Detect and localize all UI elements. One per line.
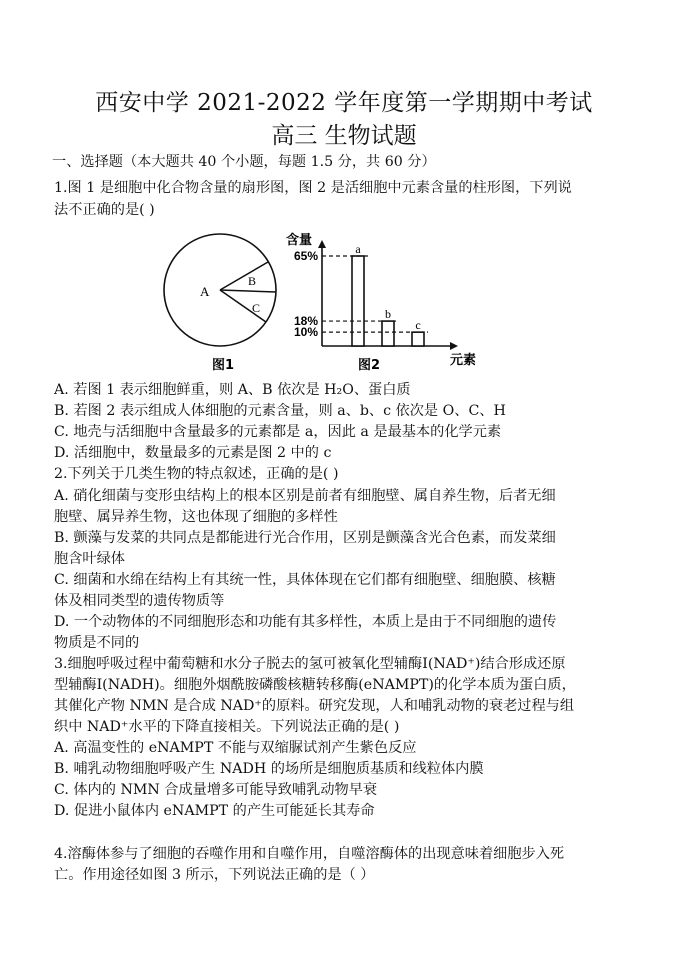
- chart-bar-c: [412, 332, 424, 346]
- q2-option-d-line1: D. 一个动物体的不同细胞形态和功能有其多样性，本质上是由于不同细胞的遗传: [54, 614, 557, 630]
- figure1-caption: 图1: [212, 358, 235, 373]
- chart-tick-label: 18%: [293, 314, 318, 329]
- chart-tick-label: 65%: [293, 249, 318, 263]
- exam-subtitle: 高三 生物试题: [271, 123, 417, 149]
- q2-option-b-line1: B. 颤藻与发菜的共同点是都能进行光合作用，区别是颤藻含光合色素，而发菜细: [54, 530, 556, 546]
- figure2-caption: 图2: [358, 358, 381, 373]
- pie-divider-2: [220, 290, 276, 292]
- q2-option-d-line2: 物质是不同的: [54, 635, 140, 651]
- chart-y-title: 含量: [286, 233, 313, 248]
- q2-option-c-line2: 体及相同类型的遗传物质等: [54, 593, 225, 609]
- chart-bars: [294, 242, 428, 346]
- q1-stem-line1: 1.图 1 是细胞中化合物含量的扇形图，图 2 是活细胞中元素含量的柱形图，下列说: [54, 180, 572, 196]
- q2-stem: 2.下列关于几类生物的特点叙述，正确的是( ): [54, 466, 339, 482]
- q1-figure-svg: [160, 232, 490, 378]
- q4-stem-line1: 4.溶酶体参与了细胞的吞噬作用和自噬作用，自噬溶酶体的出现意味着细胞步入死: [54, 846, 565, 862]
- q4-stem-line2: 亡。作用途径如图 3 所示，下列说法正确的是（ ）: [54, 867, 375, 883]
- chart-x-arrow: [450, 342, 458, 350]
- chart-y-arrow: [318, 240, 326, 248]
- chart-tick-label: 10%: [293, 325, 318, 340]
- q1-option-c: C. 地壳与活细胞中含量最多的元素都是 a，因此 a 是最基本的化学元素: [54, 424, 502, 440]
- q2-option-a-line2: 胞壁、属异养生物，这也体现了细胞的多样性: [54, 509, 338, 525]
- q1-stem-line2: 法不正确的是( ): [54, 202, 155, 218]
- chart-x-title: 元素: [450, 353, 477, 368]
- q2-option-a-line1: A. 硝化细菌与变形虫结构上的根本区别是前者有细胞壁、属自养生物，后者无细: [54, 488, 556, 504]
- q3-stem-line4: 织中 NAD⁺水平的下降直接相关。下列说法正确的是( ): [54, 719, 400, 735]
- q1-option-d: D. 活细胞中，数量最多的元素是图 2 中的 c: [54, 445, 332, 461]
- q3-stem-line1: 3.细胞呼吸过程中葡萄糖和水分子脱去的氢可被氧化型辅酶Ⅰ(NAD⁺)结合形成还原: [54, 656, 566, 672]
- chart-bar-b: [382, 321, 394, 346]
- pie-label-c: C: [252, 301, 261, 315]
- q2-option-c-line1: C. 细菌和水绵在结构上有其统一性，具体体现在它们都有细胞壁、细胞膜、核糖: [54, 572, 556, 588]
- chart-bar-label: a: [355, 242, 361, 256]
- q3-option-c: C. 体内的 NMN 合成量增多可能导致哺乳动物早衰: [54, 782, 378, 798]
- chart-bar-label: b: [385, 307, 391, 322]
- pie-divider-1: [220, 262, 268, 290]
- q1-option-b: B. 若图 2 表示组成人体细胞的元素含量，则 a、b、c 依次是 O、C、H: [54, 403, 506, 419]
- q3-option-b: B. 哺乳动物细胞呼吸产生 NADH 的场所是细胞质基质和线粒体内膜: [54, 761, 484, 777]
- pie-label-a: A: [200, 284, 210, 299]
- q2-option-b-line2: 胞含叶绿体: [54, 551, 125, 567]
- q3-option-a: A. 高温变性的 eNAMPT 不能与双缩脲试剂产生紫色反应: [54, 740, 417, 756]
- q3-option-d: D. 促进小鼠体内 eNAMPT 的产生可能延长其寿命: [54, 803, 375, 819]
- q3-stem-line3: 其催化产物 NMN 是合成 NAD⁺的原料。研究发现，人和哺乳动物的衰老过程与组: [54, 698, 575, 714]
- pie-label-b: B: [248, 274, 257, 288]
- q3-stem-line2: 型辅酶Ⅰ(NADH)。细胞外烟酰胺磷酸核糖转移酶(eNAMPT)的化学本质为蛋白质，: [54, 677, 576, 693]
- q1-option-a: A. 若图 1 表示细胞鲜重，则 A、B 依次是 H₂O、蛋白质: [54, 382, 411, 398]
- section-heading: 一、选择题（本大题共 40 个小题，每题 1.5 分，共 60 分）: [52, 154, 436, 170]
- q1-figures: [160, 232, 490, 378]
- chart-bar-label: c: [415, 318, 421, 333]
- exam-title: 西安中学 2021-2022 学年度第一学期期中考试: [95, 90, 593, 116]
